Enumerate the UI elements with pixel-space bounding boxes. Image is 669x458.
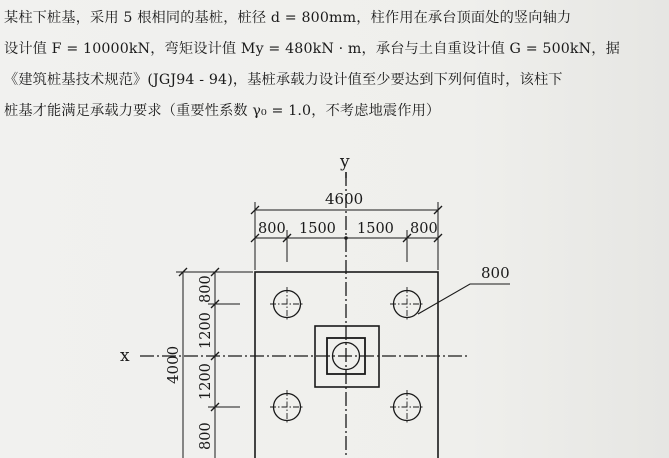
dim-top-seg-2: 1500: [299, 221, 336, 237]
dim-left-seg-2: 1200: [198, 312, 214, 349]
problem-line-2: 设计值 F = 10000kN，弯矩设计值 My = 480kN · m，承台与土自重设计值 G = 500kN，据: [4, 41, 620, 57]
dim-left-seg-1: 800: [198, 275, 214, 303]
dim-left-seg-4: 800: [198, 422, 214, 450]
center-mark-dot: [344, 236, 348, 240]
axis-label-x: x: [120, 346, 130, 366]
pile-diameter-label: 800: [481, 264, 510, 282]
pile-diameter-leader: [418, 284, 510, 314]
dim-total-width: 4600: [325, 190, 364, 208]
dim-top-seg-3: 1500: [357, 221, 394, 237]
problem-line-4: 桩基才能满足承载力要求（重要性系数 γ₀ = 1.0，不考虑地震作用）: [4, 103, 441, 119]
axis-label-y: y: [340, 152, 350, 172]
dim-left-seg-3: 1200: [198, 363, 214, 400]
problem-line-1: 某柱下桩基，采用 5 根相同的基桩，桩径 d = 800mm，柱作用在承台顶面处的竖向轴力: [4, 10, 572, 26]
dim-top-seg-1: 800: [258, 221, 286, 237]
dim-top-seg-4: 800: [410, 221, 438, 237]
dim-total-height: 4000: [164, 345, 182, 384]
problem-line-3: 《建筑桩基技术规范》(JGJ94 - 94)，基桩承载力设计值至少要达到下列何值时，该柱下: [4, 72, 563, 88]
